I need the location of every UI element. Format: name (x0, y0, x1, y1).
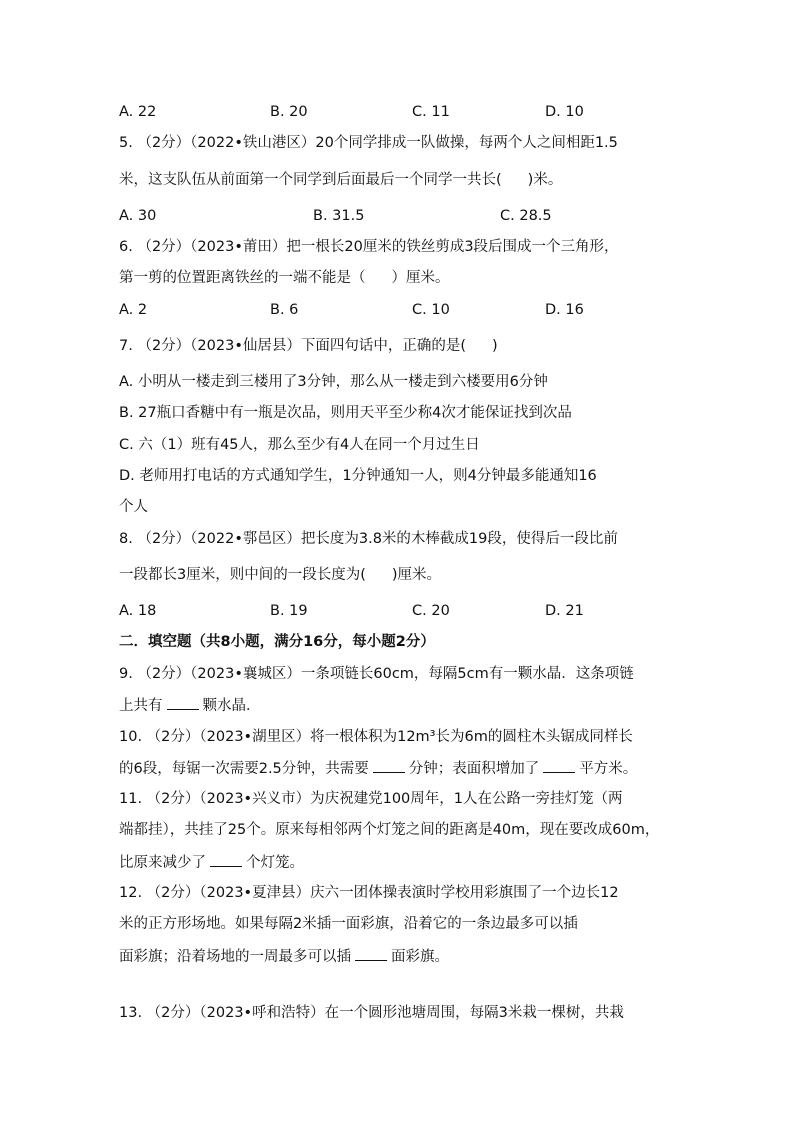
q8-option-b: B. 19 (270, 603, 308, 619)
q5-stem-line2-end: )米。 (527, 172, 563, 188)
q8-stem-line2-end: )厘米。 (391, 567, 442, 583)
q8-stem-line2 (119, 565, 441, 585)
q9-stem-line2 (119, 695, 261, 716)
q8-option-d: D. 21 (545, 603, 584, 619)
q7-option-d-line2: 个人 (119, 499, 148, 515)
q10-stem-line2-mid: 分钟；表面积增加了 (408, 761, 540, 777)
q5-option-a: A. 30 (119, 208, 157, 224)
q12-stem-line3-text: 面彩旗；沿着场地的一周最多可以插 (119, 949, 351, 965)
q5-stem-line1: 5. （2分）（2022•铁山港区）20个同学排成一队做操，每两个人之间相距1.5 (119, 135, 618, 151)
q4-option-b: B. 20 (270, 104, 308, 120)
q11-stem-line1: 11. （2分）（2023•兴义市）为庆祝建党100周年，1人在公路一旁挂灯笼（两 (119, 791, 623, 807)
q6-option-c: C. 10 (412, 302, 450, 318)
answer-blank (167, 695, 199, 710)
answer-blank (373, 758, 405, 773)
q5-stem-line2-text: 米，这支队伍从前面第一个同学到后面最后一个同学一共长( (119, 172, 502, 188)
q6-stem-line2-end: ）厘米。 (391, 270, 450, 286)
q9-stem-line2-end: 颗水晶． (202, 698, 261, 714)
q7-option-a: A. 小明从一楼走到三楼用了3分钟，那么从一楼走到六楼要用6分钟 (119, 374, 548, 390)
q5-option-b: B. 31.5 (313, 208, 365, 224)
q5-stem-line2 (119, 170, 562, 190)
q4-option-c: C. 11 (412, 104, 450, 120)
q6-stem-line2 (119, 268, 450, 288)
q11-stem-line3 (119, 852, 304, 873)
q12-stem-line3-end: 面彩旗。 (391, 949, 449, 965)
q12-stem-line1: 12. （2分）（2023•夏津县）庆六一团体操表演时学校用彩旗围了一个边长12 (119, 885, 619, 901)
section-heading: 二．填空题（共8小题，满分16分，每小题2分） (119, 634, 435, 650)
q7-option-b: B. 27瓶口香糖中有一瓶是次品，则用天平至少称4次才能保证找到次品 (119, 405, 572, 421)
q10-stem-line2 (119, 758, 637, 779)
q8-option-a: A. 18 (119, 603, 157, 619)
q4-option-a: A. 22 (119, 104, 157, 120)
q4-option-d: D. 10 (545, 104, 584, 120)
q9-stem-line1: 9. （2分）（2023•襄城区）一条项链长60cm，每隔5cm有一颗水晶．这条项链 (119, 666, 634, 682)
q7-stem (119, 336, 498, 356)
q6-option-d: D. 16 (545, 302, 584, 318)
answer-blank (210, 852, 242, 867)
q11-stem-line2: 端都挂），共挂了25个。原来每相邻两个灯笼之间的距离是40m，现在要改成60m， (119, 822, 660, 838)
q8-stem-line1: 8. （2分）（2022•鄠邑区）把长度为3.8米的木棒截成19段，使得后一段比前 (119, 531, 618, 547)
answer-blank (355, 946, 387, 961)
q12-stem-line2: 米的正方形场地。如果每隔2米插一面彩旗，沿着它的一条边最多可以插 (119, 916, 578, 932)
q11-stem-line3-end: 个灯笼。 (246, 855, 304, 871)
q6-option-b: B. 6 (270, 302, 299, 318)
q8-stem-line2-text: 一段都长3厘米，则中间的一段长度为( (119, 567, 366, 583)
q10-stem-line1: 10. （2分）（2023•湖里区）将一根体积为12m³长为6m的圆柱木头锯成同样长 (119, 729, 633, 745)
q10-stem-line2-end: 平方米。 (579, 761, 638, 777)
q7-stem-text: 7. （2分）（2023•仙居县）下面四句话中，正确的是( (119, 338, 467, 354)
q7-option-c: C. 六（1）班有45人，那么至少有4人在同一个月过生日 (119, 437, 480, 453)
q7-option-d-line1: D. 老师用打电话的方式通知学生，1分钟通知一人，则4分钟最多能通知16 (119, 468, 597, 484)
q9-stem-line2-text: 上共有 (119, 698, 163, 714)
answer-blank (543, 758, 575, 773)
q6-option-a: A. 2 (119, 302, 148, 318)
q13-stem-line1: 13. （2分）（2023•呼和浩特）在一个圆形池塘周围，每隔3米栽一棵树，共栽 (119, 1005, 624, 1021)
q12-stem-line3 (119, 946, 449, 967)
q5-option-c: C. 28.5 (500, 208, 552, 224)
q11-stem-line3-text: 比原来减少了 (119, 855, 206, 871)
q10-stem-line2-text: 的6段，每锯一次需要2.5分钟，共需要 (119, 761, 369, 777)
q8-option-c: C. 20 (412, 603, 450, 619)
q6-stem-line1: 6. （2分）（2023•莆田）把一根长20厘米的铁丝剪成3段后围成一个三角形， (119, 239, 619, 255)
q6-stem-line2-text: 第一剪的位置距离铁丝的一端不能是（ (119, 270, 366, 286)
q7-stem-end: ) (492, 338, 498, 354)
